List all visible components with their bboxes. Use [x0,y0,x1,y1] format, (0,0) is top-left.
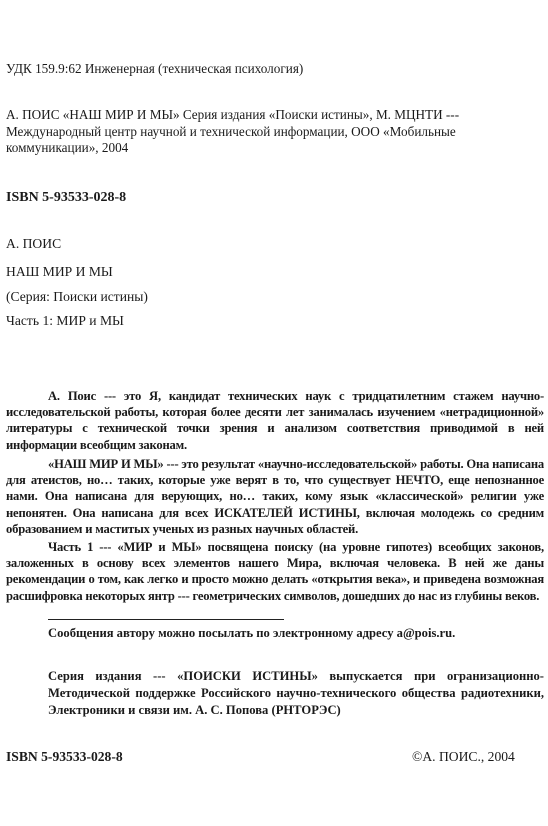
series-name: (Серия: Поиски истины) [6,289,148,304]
copyright-notice: ©А. ПОИС., 2004 [412,749,515,764]
part-title: Часть 1: МИР и МЫ [6,313,124,328]
divider-line [48,619,284,620]
author-email-note: Сообщения автору можно посылать по электронному адресу a@pois.ru. [48,626,456,640]
bibliographic-citation: А. ПОИС «НАШ МИР И МЫ» Серия издания «Поиски истины», М. МЦНТИ --- Международный центр научной и технической информации, ООО «Мобильные коммуникации», 2004 [6,107,460,155]
publisher-note: Серия издания --- «ПОИСКИ ИСТИНЫ» выпускается при огранизационно-Методической поддержке Российского научно-технического общества радиотехники, Электроники и связи им. А. С. Попова (РНТОРЭС) [48,669,544,717]
author-name: А. ПОИС [6,236,62,251]
annotation-paragraph: Часть 1 --- «МИР и МЫ» посвящена поиску (на уровне гипотез) всеобщих законов, заложенных в основу всех элементов нашего Мира, включая человека. В ней же даны рекомендации о том, как легко и просто можно делать «открытия века», и приведена возможная расшифровка некоторых янтр --- геометрических символов, дошедших до нас из глубины веков. [6,539,544,603]
udk-classification: УДК 159.9:62 Инженерная (техническая психология) [6,61,304,76]
annotation-paragraph: «НАШ МИР И МЫ» --- это результат «научно-исследовательской» работы. Она написана для атеистов, но… таких, которые уже верят в то, что существует НЕЧТО, еще непознанное нами. Она написана для верующих, но… таких, кому язык «классической» религии уже непонятен. Она написана для всех ИСКАТЕЛЕЙ ИСТИНЫ, включая молодежь со средним образованием и маститых ученых из разных научных областей. [6,456,544,537]
book-title: НАШ МИР И МЫ [6,264,113,279]
isbn-bottom: ISBN 5-93533-028-8 [6,749,123,764]
blank-patch [148,141,206,163]
annotation-paragraph: А. Поис --- это Я, кандидат технических наук с тридцатилетним стажем научно-исследовательской работы, которая более десяти лет занималась изучением «нетрадиционной» литературы с технической точки зрения и анализом соответствия приводимой в ней информации всеобщим законам. [6,388,544,452]
isbn-top: ISBN 5-93533-028-8 [6,190,127,205]
